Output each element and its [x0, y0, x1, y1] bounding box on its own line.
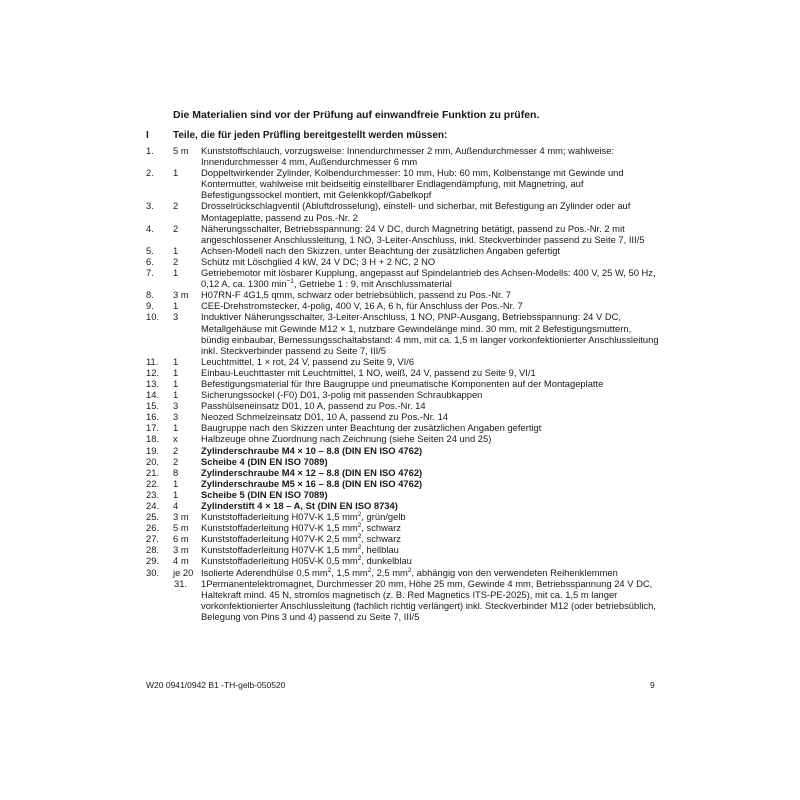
- item-description: Achsen-Modell nach den Skizzen, unter Beachtung der zusätzlichen Angaben gefertigt: [201, 244, 561, 256]
- item-number: 29.: [146, 555, 160, 567]
- item-number: 4.: [146, 222, 154, 234]
- list-item: [0, 555, 800, 566]
- item-number: 6.: [146, 255, 154, 267]
- list-item: [0, 422, 800, 433]
- item-description: Kunststoffaderleitung H07V-K 1,5 $mm^2$, grün/gelb: [201, 510, 406, 523]
- item-description: Passhülseneinsatz D01, 10 A, passend zu Pos.-Nr. 14: [201, 400, 426, 412]
- item-description: Befestigungsmaterial für Ihre Baugruppe und pneumatische Komponenten auf der Montageplatte: [201, 377, 604, 389]
- item-quantity: 1: [173, 488, 179, 500]
- document-code: W20 0941/0942 B1 -TH-gelb-050520: [146, 680, 286, 690]
- item-number: 31.: [174, 577, 188, 589]
- item-quantity: 1: [173, 167, 179, 179]
- item-number: 26.: [146, 522, 160, 534]
- item-quantity: 4: [173, 500, 179, 511]
- item-quantity: 1: [173, 422, 179, 434]
- item-number: 10.: [146, 311, 160, 323]
- item-quantity: 3 m: [173, 289, 189, 301]
- item-quantity: 2: [173, 255, 179, 267]
- item-number: 23.: [146, 488, 160, 500]
- item-number: 22.: [146, 477, 160, 489]
- item-number: 25.: [146, 511, 160, 523]
- item-description: Zylinderschraube M4 × 10 – 8.8 (DIN EN ISO 4762): [201, 444, 423, 456]
- list-item: [0, 245, 800, 256]
- item-number: 11.: [146, 355, 159, 367]
- item-description: Zylinderschraube M4 × 12 – 8.8 (DIN EN ISO 4762): [201, 466, 423, 478]
- item-description: Drosselrückschlagventil (Abluftdrosselung), einstell- und sicherbar, mit Befestigung an Zylinder oder auf Montageplatte, passend zu Pos.-Nr. 2: [201, 200, 631, 223]
- list-item: [0, 489, 800, 500]
- item-quantity: 1: [173, 267, 179, 279]
- item-description: Näherungsschalter, Betriebsspannung: 24 V DC, durch Magnetring betätigt, passend zu Pos.-Nr. 2 mit angeschlossener Anschlussleitung, 1 NO, 3-Leiter-Anschluss, inkl. Steckverbinder passend zu Seite 7, III/5: [201, 222, 645, 245]
- item-description: Scheibe 4 (DIN EN ISO 7089): [201, 455, 328, 467]
- item-quantity: 1: [173, 300, 179, 312]
- list-item: [0, 578, 800, 622]
- item-description: Sicherungssockel (-F0) D01, 3-polig mit passenden Schraubkappen: [201, 389, 483, 401]
- item-description: Leuchtmittel, 1 × rot, 24 V, passend zu Seite 9, VI/6: [201, 355, 415, 367]
- item-description: Isolierte Aderendhülse 0,5 $mm^2$, 1,5 $mm^2$, 2,5 $mm^2$, abhängig von den verwendeten Reihenklemmen: [201, 566, 618, 578]
- list-item: [0, 500, 800, 511]
- item-description: H07RN-F 4G1,5 qmm, schwarz oder betriebsüblich, passend zu Pos.-Nr. 7: [201, 289, 512, 301]
- item-number: 28.: [146, 544, 160, 556]
- item-quantity: 3 m: [173, 544, 189, 556]
- list-item: [0, 467, 800, 478]
- item-number: 15.: [146, 400, 160, 412]
- list-item: [0, 511, 800, 522]
- item-number: 8.: [146, 289, 154, 301]
- list-item: [0, 522, 800, 533]
- list-item: [0, 300, 800, 311]
- item-quantity: 2: [173, 455, 179, 467]
- item-description: Kunststoffschlauch, vorzugsweise: Innendurchmesser 2 mm, Außendurchmesser 4 mm; wahlweise: Innendurchmesser 4 mm, Außendurchmesser 6 mm: [201, 145, 615, 168]
- list-item: [0, 411, 800, 422]
- item-number: 18.: [146, 433, 160, 445]
- item-number: 21.: [146, 466, 160, 478]
- item-quantity: 1: [173, 389, 179, 401]
- item-quantity: 1: [173, 477, 179, 489]
- item-number: 1.: [146, 145, 154, 156]
- parts-list: [0, 145, 800, 622]
- item-quantity: 3: [173, 311, 179, 323]
- item-quantity: 8: [173, 466, 179, 478]
- list-item: [0, 400, 800, 411]
- item-quantity: 1: [173, 355, 179, 367]
- list-item: [0, 289, 800, 300]
- item-quantity: je 20: [173, 566, 194, 578]
- list-item: [0, 533, 800, 544]
- list-item: [0, 167, 800, 200]
- item-number: 3.: [146, 200, 154, 212]
- item-number: 2.: [146, 167, 154, 179]
- item-number: 14.: [146, 389, 160, 401]
- item-quantity: 4 m: [173, 555, 189, 567]
- item-description: Schütz mit Löschglied 4 kW, 24 V DC; 3 H + 2 NC, 2 NO: [201, 255, 436, 267]
- item-description: Scheibe 5 (DIN EN ISO 7089): [201, 488, 328, 500]
- item-quantity: 3: [173, 411, 179, 423]
- item-quantity: x: [173, 433, 178, 445]
- section-number: I: [146, 130, 149, 141]
- list-item: [0, 356, 800, 367]
- item-description: CEE-Drehstromstecker, 4-polig, 400 V, 16 A, 6 h, für Anschluss der Pos.-Nr. 7: [201, 300, 523, 312]
- item-description: Kunststoffaderleitung H07V-K 1,5 $mm^2$, hellblau: [201, 544, 399, 556]
- list-item: [0, 145, 800, 167]
- item-number: 20.: [146, 455, 160, 467]
- item-number: 24.: [146, 500, 160, 511]
- list-item: [0, 456, 800, 467]
- list-item: [0, 567, 800, 578]
- item-description: Doppeltwirkender Zylinder, Kolbendurchmesser: 10 mm, Hub: 60 mm, Kolbenstange mit Gewinde und Kontermutter, wahlweise mit beidseitig einstellbarer Endlagendämpfung, mit Magnetring, auf Befestigungssockel montiert, mit Gelenkkopf/Gabelkopf: [201, 167, 624, 201]
- item-quantity: 2: [173, 200, 179, 212]
- item-quantity: 5 m: [173, 522, 189, 534]
- list-item: [0, 200, 800, 222]
- item-number: 27.: [146, 533, 160, 545]
- list-item: [0, 367, 800, 378]
- item-number: 16.: [146, 411, 160, 423]
- item-description: Zylinderstift 4 × 18 – A, St (DIN EN ISO 8734): [201, 500, 398, 511]
- item-description: Zylinderschraube M5 × 16 – 8.8 (DIN EN ISO 4762): [201, 477, 423, 489]
- item-quantity: 6 m: [173, 533, 189, 545]
- item-description: Baugruppe nach den Skizzen unter Beachtung der zusätzlichen Angaben gefertigt: [201, 422, 542, 434]
- item-quantity: 1: [173, 377, 179, 389]
- item-description: 1Permanentelektromagnet, Durchmesser 20 mm, Höhe 25 mm, Gewinde 4 mm, Betriebsspannung 24 V DC, Haltekraft mind. 45 N, stromlos magnetisch (z. B. Red Magnetics ITS-PE-2025), mit ca. 1,5 m langer vorkonfektionierter Anschlussleitung (fachlich richtig verlängert) inkl. Steckverbinder M12 (oder betriebsüblich, Belegung von Pins 3 und 4) passend zu Seite 7, III/5: [201, 577, 656, 622]
- item-number: 30.: [146, 566, 160, 578]
- list-item: [0, 378, 800, 389]
- item-quantity: 3: [173, 400, 179, 412]
- page-number: 9: [650, 680, 655, 690]
- item-description: Neozed Schmelzeinsatz D01, 10 A, passend zu Pos.-Nr. 14: [201, 411, 449, 423]
- item-description: Kunststoffaderleitung H07V-K 1,5 $mm^2$, schwarz: [201, 522, 401, 534]
- item-number: 19.: [146, 444, 160, 456]
- intro-note: Die Materialien sind vor der Prüfung auf einwandfreie Funktion zu prüfen.: [173, 109, 540, 121]
- item-description: Getriebemotor mit lösbarer Kupplung, angepasst auf Spindelantrieb des Achsen-Modells: 400 V, 25 W, 50 Hz, 0,12 A, ca. 1300 $\min^{-1}$, Getriebe 1 : 9, mit Anschlussmaterial: [201, 267, 656, 290]
- item-quantity: 5 m: [173, 145, 189, 156]
- item-number: 17.: [146, 422, 160, 434]
- list-item: [0, 256, 800, 267]
- list-item: [0, 311, 800, 355]
- item-number: 7.: [146, 267, 154, 279]
- list-item: [0, 478, 800, 489]
- item-description: Kunststoffaderleitung H07V-K 2,5 $mm^2$, schwarz: [201, 533, 401, 545]
- item-quantity: 1: [173, 244, 179, 256]
- list-item: [0, 445, 800, 456]
- item-quantity: 2: [173, 222, 179, 234]
- item-quantity: 2: [173, 444, 179, 456]
- item-description: Einbau-Leuchttaster mit Leuchtmittel, 1 NO, weiß, 24 V, passend zu Seite 9, VI/1: [201, 366, 536, 378]
- item-number: 12.: [146, 366, 160, 378]
- item-description: Kunststoffaderleitung H05V-K 0,5 $mm^2$, dunkelblau: [201, 555, 412, 567]
- list-item: [0, 544, 800, 555]
- item-number: 9.: [146, 300, 154, 312]
- item-description: Halbzeuge ohne Zuordnung nach Zeichnung (siehe Seiten 24 und 25): [201, 433, 492, 445]
- item-quantity: 3 m: [173, 511, 189, 523]
- item-quantity: 1: [173, 366, 179, 378]
- item-number: 13.: [146, 377, 160, 389]
- list-item: [0, 389, 800, 400]
- item-description: Induktiver Näherungsschalter, 3-Leiter-Anschluss, 1 NO, PNP-Ausgang, Betriebsspannung: 24 V DC, Metallgehäuse mit Gewinde M12 × 1, nutzbare Gewindelänge mind. 30 mm, mit 2 Befestigungsmuttern, bündig einbaubar, Bemessungsschaltabstand: 4 mm, mit ca. 1,5 m langer vorkonfektionierter Anschlussleitung inkl. Steckverbinder passend zu Seite 7, III/5: [201, 311, 659, 356]
- section-title: Teile, die für jeden Prüfling bereitgestellt werden müssen:: [173, 130, 448, 141]
- item-number: 5.: [146, 244, 154, 256]
- list-item: [0, 433, 800, 444]
- list-item: [0, 267, 800, 289]
- list-item: [0, 223, 800, 245]
